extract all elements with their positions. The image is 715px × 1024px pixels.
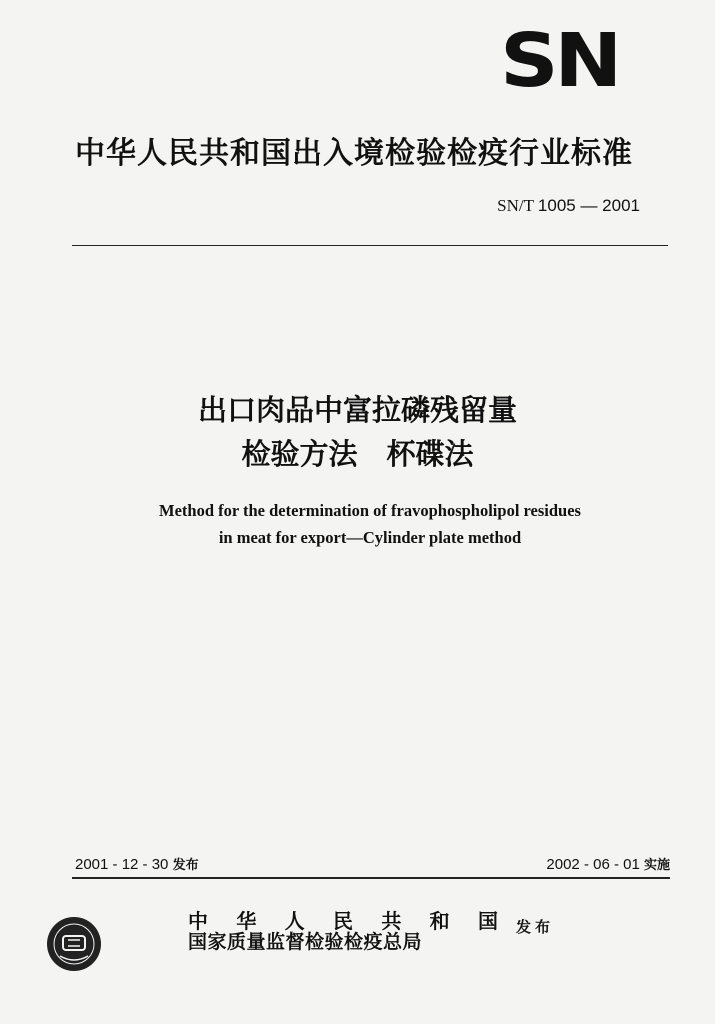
publisher-char: 共	[381, 909, 402, 933]
standard-prefix: SN/T	[497, 196, 534, 215]
publish-label: 发布	[516, 918, 555, 936]
standard-number: 1005 — 2001	[537, 196, 640, 215]
top-divider	[72, 245, 668, 246]
chinese-title	[0, 388, 715, 476]
implementation-label: 实施	[643, 858, 670, 873]
english-title	[0, 497, 715, 551]
issue-date-value: 2001 - 12 - 30	[75, 856, 169, 873]
publisher-line-2: 国家质量监督检验检疫总局	[188, 931, 423, 953]
standard-code	[470, 196, 640, 216]
publisher-char: 和	[429, 909, 450, 933]
publisher-char: 国	[477, 909, 498, 933]
issue-date	[75, 854, 199, 873]
implementation-date	[480, 854, 670, 873]
chinese-title-line-1: 出口肉品中富拉磷残留量	[197, 393, 517, 427]
issue-label: 发布	[172, 858, 199, 873]
publisher-char: 华	[236, 909, 257, 933]
bottom-divider	[72, 877, 670, 879]
english-title-line-1: Method for the determination of fravophospholipol residues	[159, 501, 581, 520]
publisher-char: 中	[188, 909, 208, 933]
chinese-title-line-2: 检验方法 杯碟法	[241, 437, 474, 471]
organization-title: 中华人民共和国出入境检验检疫行业标准	[75, 136, 633, 171]
publisher-char: 人	[284, 909, 305, 933]
sn-logo: SN	[500, 18, 618, 104]
emblem-seal-icon	[46, 916, 102, 972]
english-title-line-2: in meat for export—Cylinder plate method	[218, 528, 522, 547]
implementation-date-value: 2002 - 06 - 01	[546, 856, 640, 873]
publisher-char: 民	[332, 909, 353, 933]
